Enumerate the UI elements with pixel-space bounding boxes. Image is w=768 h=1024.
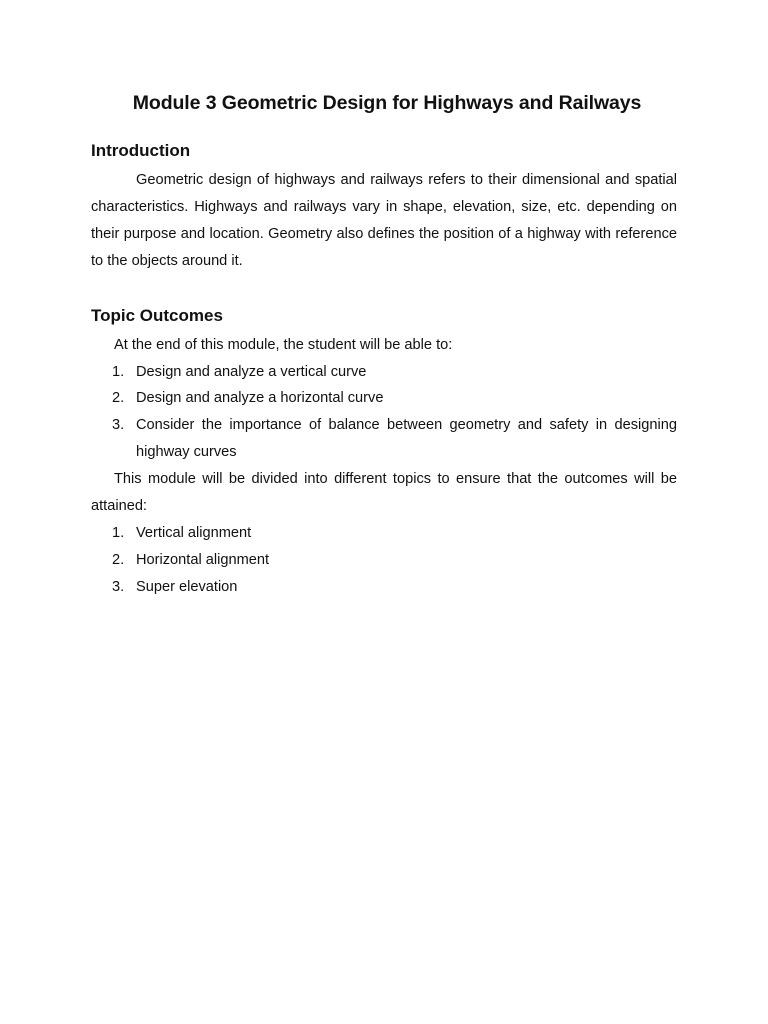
outcomes-lead-text: At the end of this module, the student will be able to: <box>114 337 453 353</box>
topic-text: Horizontal alignment <box>136 552 270 568</box>
list-number: 2. <box>112 390 125 406</box>
list-number: 2. <box>112 552 125 568</box>
outcome-item <box>112 412 677 466</box>
topic-text: Vertical alignment <box>136 525 252 541</box>
list-number: 3. <box>112 579 125 595</box>
outcome-text: Consider the importance of balance between geometry and safety in designing highway curves <box>136 417 677 460</box>
outcome-item <box>112 359 677 386</box>
outcome-item <box>112 385 677 412</box>
outcome-text: Design and analyze a vertical curve <box>136 364 367 380</box>
page-title: Module 3 Geometric Design for Highways and Railways <box>132 92 642 114</box>
topic-item <box>112 520 677 547</box>
topic-item <box>112 547 677 574</box>
list-number: 3. <box>112 417 125 433</box>
topic-outcomes-heading: Topic Outcomes <box>91 306 223 325</box>
list-number: 1. <box>112 364 125 380</box>
outcome-text: Design and analyze a horizontal curve <box>136 390 384 406</box>
introduction-paragraph: Geometric design of highways and railways refers to their dimensional and spatial characteristics. Highways and railways vary in shape, elevation, size, etc. depending on their purpose and location. Geometry also defines the position of a highway with reference to the objects around it. <box>91 172 677 269</box>
list-number: 1. <box>112 525 125 541</box>
topics-intro-paragraph: This module will be divided into different topics to ensure that the outcomes will be attained: <box>91 471 677 514</box>
topic-item <box>112 574 677 601</box>
topic-text: Super elevation <box>136 579 238 595</box>
introduction-heading: Introduction <box>91 141 191 160</box>
